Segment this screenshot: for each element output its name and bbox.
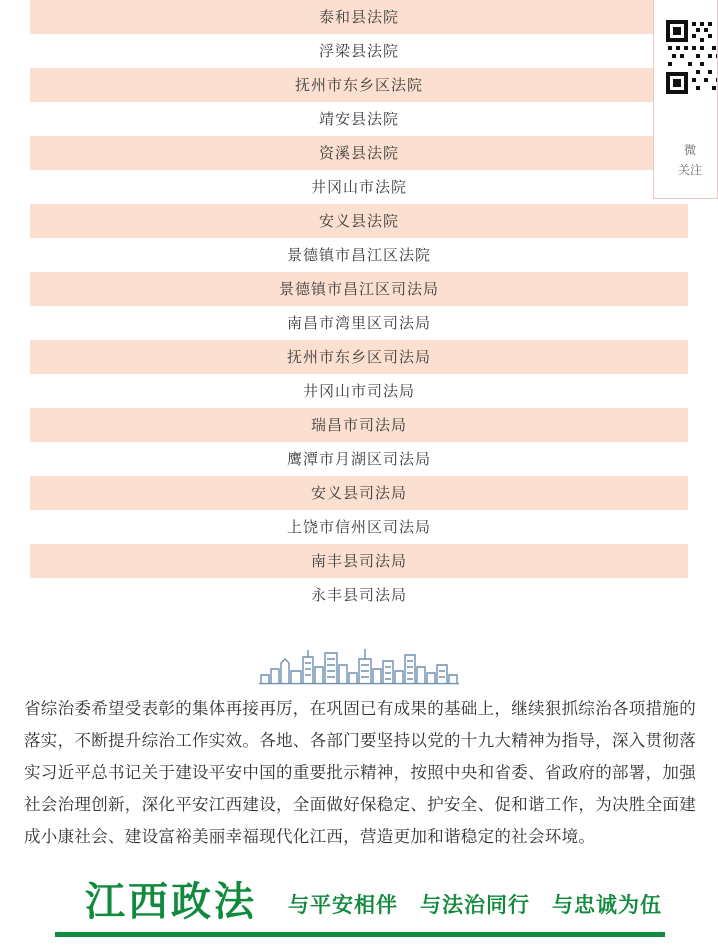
list-item: 安义县司法局	[30, 476, 688, 510]
list-item: 鹰潭市月湖区司法局	[30, 442, 688, 476]
list-item: 浮梁县法院	[30, 34, 688, 68]
list-item: 南昌市湾里区司法局	[30, 306, 688, 340]
list-item: 安义县法院	[30, 204, 688, 238]
list-item: 井冈山市法院	[30, 170, 688, 204]
footer-slogans	[288, 889, 662, 919]
list-item: 南丰县司法局	[30, 544, 688, 578]
article-paragraph: 省综治委希望受表彰的集体再接再厉，在巩固已有成果的基础上，继续狠抓综治各项措施的落实，不断提升综治工作实效。各地、各部门要坚持以党的十九大精神为指导，深入贯彻落实习近平总书记关于建设平安中国的重要批示精神，按照中央和省委、省政府的部署，加强社会治理创新，深化平安江西建设，全面做好保稳定、护安全、促和谐工作，为决胜全面建成小康社会、建设富裕美丽幸福现代化江西，营造更加和谐稳定的社会环境。	[24, 699, 696, 846]
footer-banner	[0, 860, 718, 945]
footer-rule	[55, 932, 665, 937]
list-item: 瑞昌市司法局	[30, 408, 688, 442]
list-item: 泰和县法院	[30, 0, 688, 34]
qr-caption-line-1: 微	[683, 143, 696, 157]
list-item: 井冈山市司法局	[30, 374, 688, 408]
list-item: 永丰县司法局	[30, 578, 688, 612]
qr-code-icon[interactable]	[664, 18, 718, 96]
list-item: 景德镇市昌江区法院	[30, 238, 688, 272]
list-item: 靖安县法院	[30, 102, 688, 136]
footer-brand: 江西政法	[85, 878, 257, 925]
footer-slogan: 与忠诚为伍	[552, 893, 662, 917]
list-item: 抚州市东乡区司法局	[30, 340, 688, 374]
list-item: 景德镇市昌江区司法局	[30, 272, 688, 306]
qr-card-caption	[654, 140, 718, 180]
list-item: 上饶市信州区司法局	[30, 510, 688, 544]
list-item: 资溪县法院	[30, 136, 688, 170]
qr-caption-line-2: 关注	[677, 163, 702, 177]
honored-units-list	[30, 0, 688, 612]
list-item: 抚州市东乡区法院	[30, 68, 688, 102]
footer-slogan: 与法治同行	[420, 893, 530, 917]
city-skyline-icon	[0, 643, 718, 685]
qr-follow-card[interactable]	[653, 0, 718, 199]
footer-slogan: 与平安相伴	[288, 893, 398, 917]
